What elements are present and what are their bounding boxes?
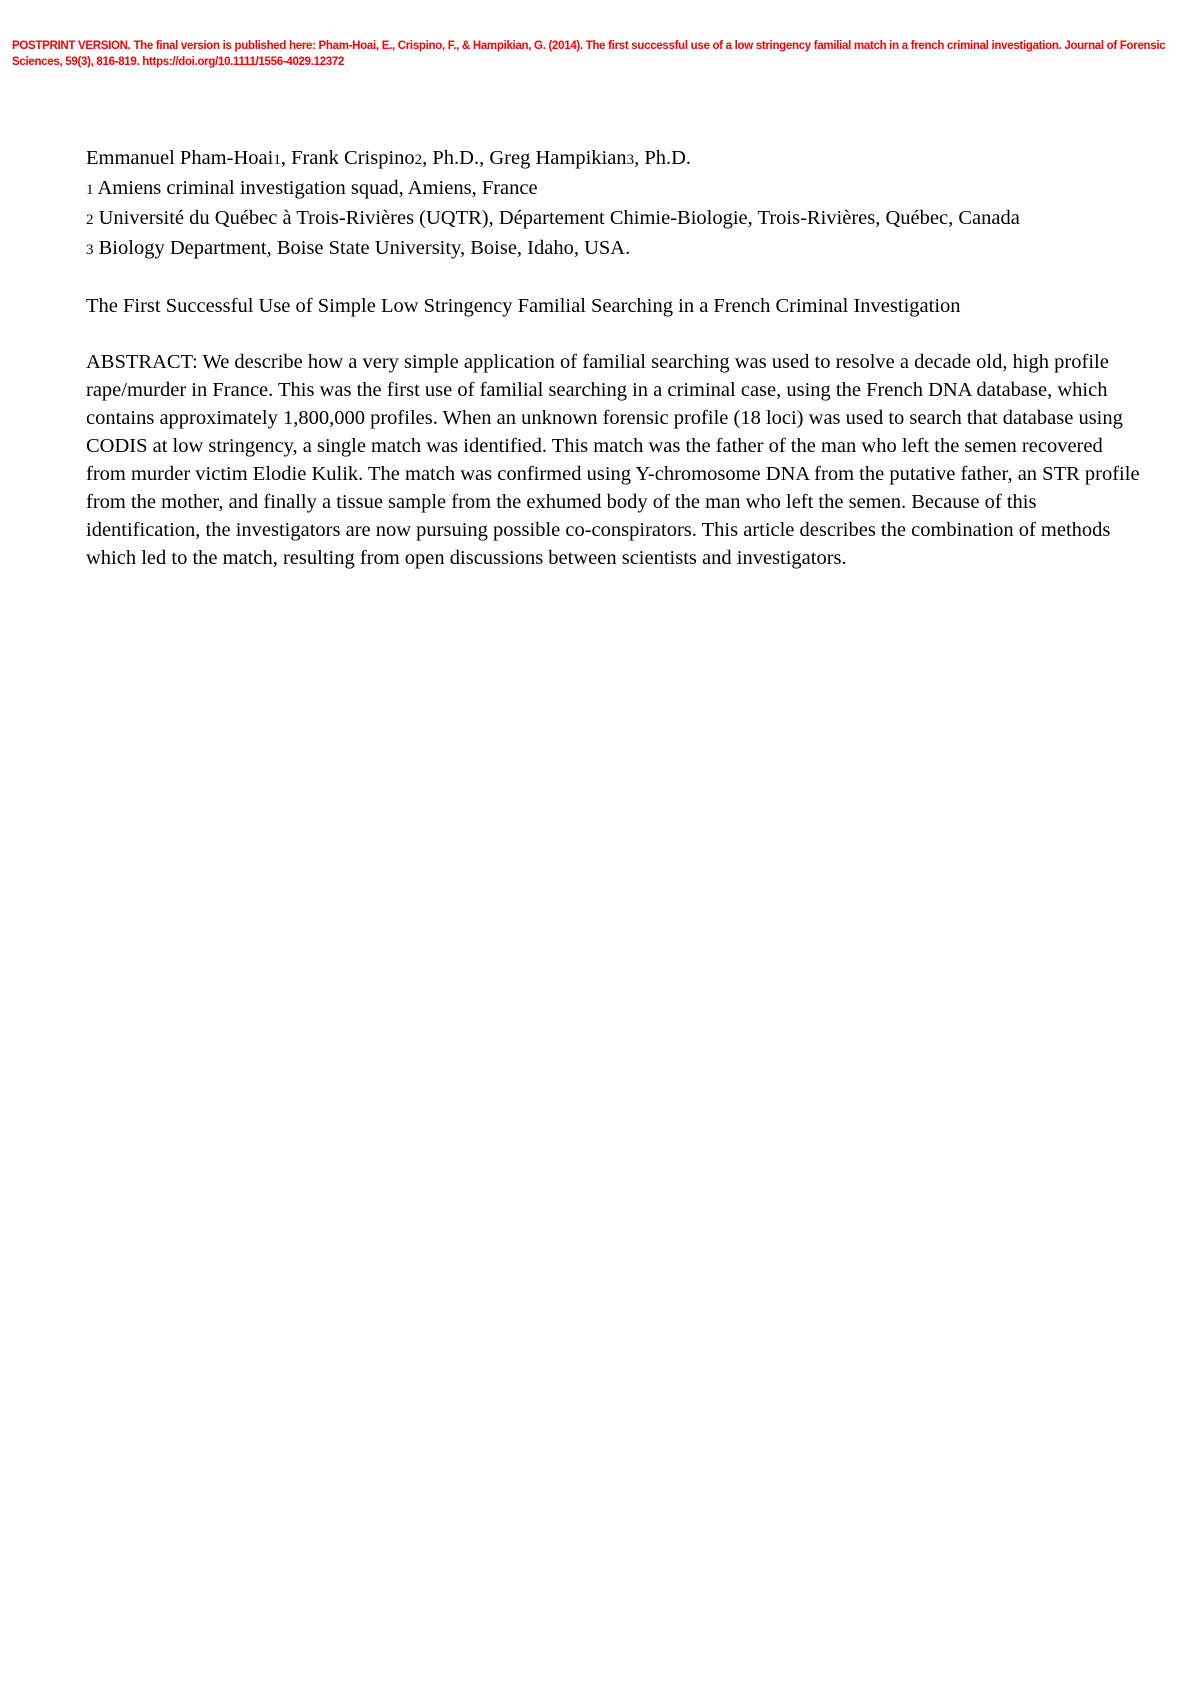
author-line xyxy=(86,144,1146,174)
abstract-label: ABSTRACT: xyxy=(86,351,198,373)
affiliation-mark: 2 xyxy=(414,152,423,168)
affiliation-line xyxy=(86,204,1146,234)
affiliation-text: Université du Québec à Trois-Rivières (UQTR), Département Chimie-Biologie, Trois-Rivières, Québec, Canada xyxy=(93,207,1020,229)
author-separator: , Ph.D., xyxy=(422,147,490,169)
author-separator: , xyxy=(280,147,292,169)
paper-front-matter xyxy=(86,144,1146,572)
abstract-text: We describe how a very simple application of familial searching was used to resolve a decade old, high profile rape/murder in France. This was the first use of familial searching in a criminal case, using the French DNA database, which contains approximately 1,800,000 profiles. When an unknown forensic profile (18 loci) was used to search that database using CODIS at low stringency, a single match was identified. This match was the father of the man who left the semen recovered from murder victim Elodie Kulik. The match was confirmed using Y-chromosome DNA from the putative father, an STR profile from the mother, and finally a tissue sample from the exhumed body of the man who left the semen. Because of this identification, the investigators are now pursuing possible co-conspirators. This article describes the combination of methods which led to the match, resulting from open discussions between scientists and investigators. xyxy=(86,351,1140,569)
affiliation-mark: 2 xyxy=(86,212,94,228)
affiliation-mark: 1 xyxy=(273,152,281,168)
affiliation-mark: 3 xyxy=(86,242,94,258)
abstract-paragraph xyxy=(86,348,1146,572)
affiliation-text: Biology Department, Boise State University, Boise, Idaho, USA. xyxy=(93,237,631,259)
spacer xyxy=(86,264,1146,292)
author-separator: , Ph.D. xyxy=(634,147,692,169)
spacer xyxy=(86,320,1146,348)
affiliation-line xyxy=(86,234,1146,264)
author-name: Emmanuel Pham-Hoai xyxy=(86,147,274,169)
affiliation-mark: 1 xyxy=(86,182,94,198)
author-name: Frank Crispino xyxy=(291,147,415,169)
author-name: Greg Hampikian xyxy=(489,147,627,169)
affiliation-text: Amiens criminal investigation squad, Amiens, France xyxy=(93,177,538,199)
affiliation-line xyxy=(86,174,1146,204)
postprint-notice: POSTPRINT VERSION. The final version is published here: Pham-Hoai, E., Crispino, F., & Hampikian, G. (2014). The first successful use of a low stringency familial match in a french criminal investigation. Journal of Forensic Sciences, 59(3), 816-819. https://doi.org/10.1111/1556-4029.12372 xyxy=(12,40,1166,68)
paper-title: The First Successful Use of Simple Low Stringency Familial Searching in a French Criminal Investigation xyxy=(86,295,961,317)
affiliation-mark: 3 xyxy=(626,152,635,168)
